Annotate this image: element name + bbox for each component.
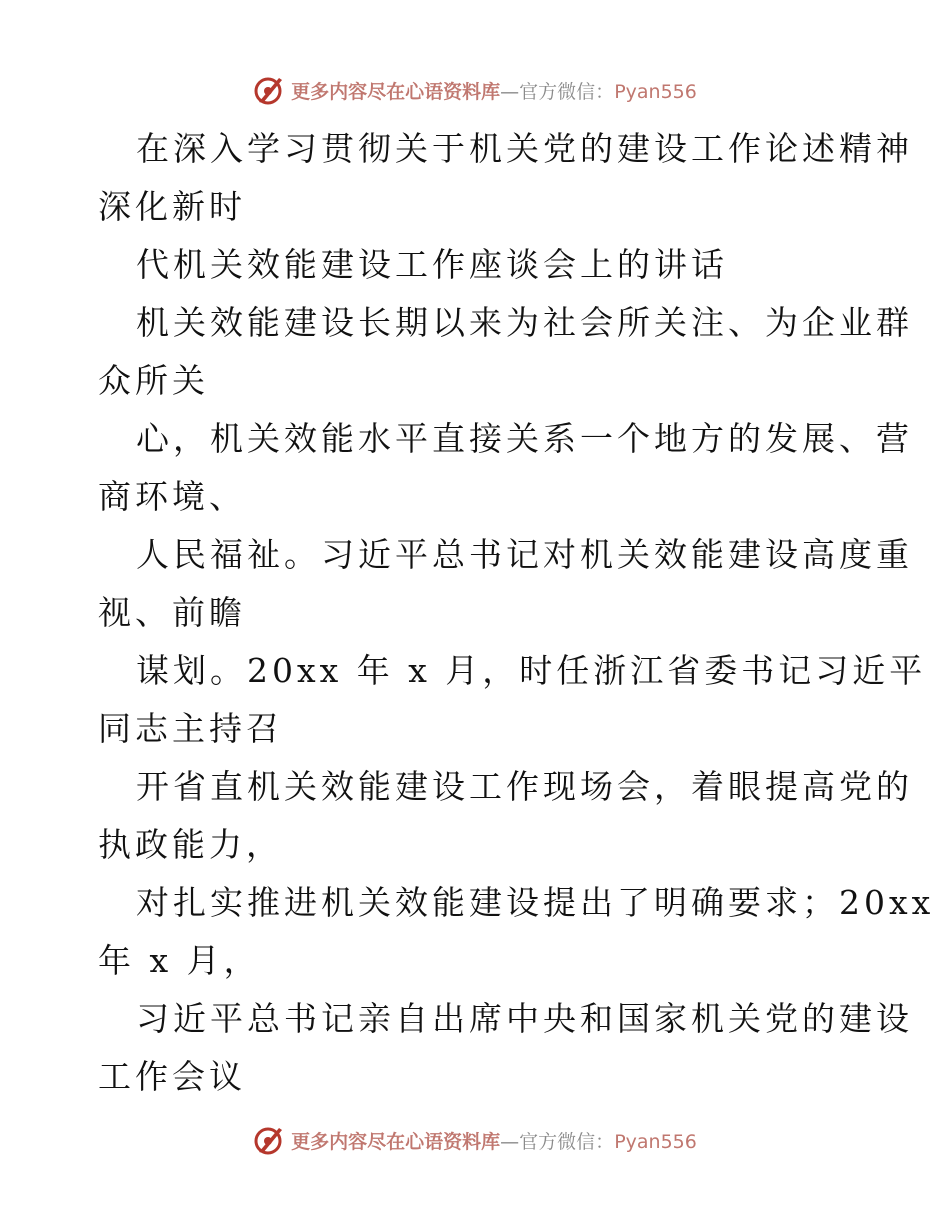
text-line: 年 x 月， (98, 941, 261, 980)
text-line: 习近平总书记亲自出席中央和国家机关党的建设 (136, 999, 913, 1038)
text-line: 众所关 (98, 361, 209, 400)
quill-pen-seal-icon (253, 1124, 285, 1156)
watermark-wechat-label: 官方微信： (519, 1130, 615, 1153)
text-line: 在深入学习贯彻关于机关党的建设工作论述精神 (136, 129, 913, 168)
text-line: 谋划。20xx 年 x 月，时任浙江省委书记习近平 (136, 651, 927, 690)
footer-watermark (0, 1120, 950, 1160)
text-line: 视、前瞻 (98, 593, 246, 632)
text-line: 代机关效能建设工作座谈会上的讲话 (136, 245, 728, 284)
header-watermark (0, 70, 950, 110)
text-line: 同志主持召 (98, 709, 283, 748)
text-line: 开省直机关效能建设工作现场会，着眼提高党的 (136, 767, 913, 806)
text-line: 对扎实推进机关效能建设提出了明确要求；20xx (136, 883, 935, 922)
quill-pen-seal-icon (253, 74, 285, 106)
text-line: 工作会议 (98, 1057, 246, 1096)
watermark-wechat-id: Pyan556 (614, 1130, 697, 1153)
text-line: 深化新时 (98, 187, 246, 226)
watermark-brand: 更多内容尽在心语资料库 (291, 80, 501, 103)
watermark-brand: 更多内容尽在心语资料库 (291, 1130, 501, 1153)
watermark-wechat-label: 官方微信： (519, 80, 615, 103)
document-body (98, 120, 935, 1106)
text-line: 执政能力， (98, 825, 283, 864)
text-line: 商环境、 (98, 477, 246, 516)
watermark-separator: — (500, 80, 520, 103)
text-line: 机关效能建设长期以来为社会所关注、为企业群 (136, 303, 913, 342)
watermark-wechat-id: Pyan556 (614, 80, 697, 103)
watermark-separator: — (500, 1130, 520, 1153)
text-line: 人民福祉。习近平总书记对机关效能建设高度重 (136, 535, 913, 574)
text-line: 心，机关效能水平直接关系一个地方的发展、营 (136, 419, 913, 458)
